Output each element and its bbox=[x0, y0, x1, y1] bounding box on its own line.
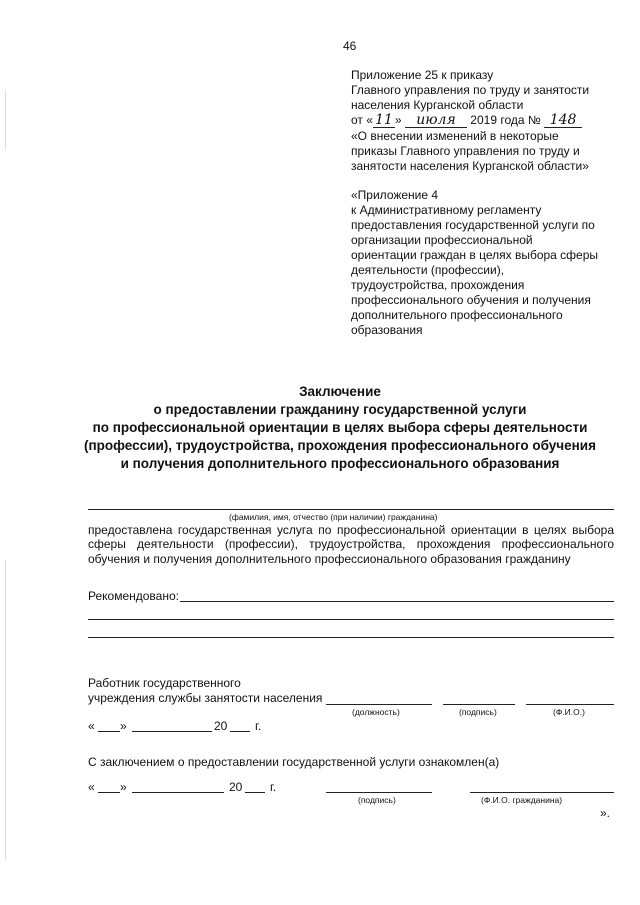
title-line: о предоставлении гражданину государственной услуги bbox=[153, 402, 527, 417]
recommended-label: Рекомендовано: bbox=[88, 589, 179, 603]
appendix-line: деятельности (профессии), bbox=[351, 263, 505, 277]
date-prefix: от « bbox=[351, 113, 373, 127]
date-month-field-line[interactable] bbox=[132, 731, 212, 732]
annex-date-line bbox=[351, 113, 582, 128]
handwritten-day: 11 bbox=[373, 113, 395, 128]
recommended-field-line[interactable] bbox=[180, 601, 614, 602]
scan-artifact bbox=[5, 560, 6, 860]
handwritten-number: 148 bbox=[544, 113, 582, 128]
annex-line: приказы Главного управления по труду и bbox=[351, 144, 580, 158]
paragraph-line: обучения и получения дополнительного профессионального образования гражданину bbox=[88, 552, 571, 566]
annex-line: Приложение 25 к приказу bbox=[351, 68, 494, 82]
scan-artifact bbox=[5, 90, 6, 150]
title-line: Заключение bbox=[299, 384, 381, 399]
annex-line: занятости населения Курганской области» bbox=[351, 159, 589, 173]
date-year-field-line[interactable] bbox=[245, 792, 265, 793]
fio-caption: (Ф.И.О.) bbox=[553, 707, 585, 717]
appendix-line: к Административному регламенту bbox=[351, 203, 542, 217]
acquainted-statement: С заключением о предоставлении государственной услуги ознакомлен(а) bbox=[88, 755, 500, 769]
date-close-quote: » bbox=[120, 780, 127, 794]
appendix-line: предоставления государственной услуги по bbox=[351, 218, 595, 232]
appendix-line: дополнительного профессионального bbox=[351, 308, 563, 322]
position-field-line[interactable] bbox=[326, 704, 432, 705]
appendix-line: организации профессиональной bbox=[351, 233, 533, 247]
date-mid: » bbox=[394, 113, 402, 127]
date-year-prefix: 20 bbox=[229, 780, 243, 794]
appendix-line: трудоустройства, прохождения bbox=[351, 278, 525, 292]
worker-label: учреждения службы занятости населения bbox=[88, 691, 323, 705]
date-year-suffix: г. bbox=[255, 719, 262, 733]
annex-line: Главного управления по труду и занятости bbox=[351, 83, 590, 97]
citizen-signature-field-line[interactable] bbox=[326, 792, 432, 793]
citizen-name-field-line[interactable] bbox=[88, 509, 614, 510]
signature-caption: (подпись) bbox=[459, 707, 497, 717]
fio-field-line[interactable] bbox=[526, 704, 614, 705]
appendix-line: профессионального обучения и получения bbox=[351, 293, 591, 307]
date-year-suffix: г. bbox=[270, 780, 277, 794]
signature-field-line[interactable] bbox=[443, 704, 515, 705]
worker-label: Работник государственного bbox=[88, 676, 241, 690]
date-open-quote: « bbox=[88, 719, 95, 733]
date-close-quote: » bbox=[120, 719, 127, 733]
closing-quote: ». bbox=[600, 806, 611, 820]
appendix-line: ориентации граждан в целях выбора сферы bbox=[351, 248, 599, 262]
title-line: (профессии), трудоустройства, прохождения профессионального обучения bbox=[84, 438, 596, 453]
annex-line: «О внесении изменений в некоторые bbox=[351, 129, 559, 143]
title-line: по профессиональной ориентации в целях выбора сферы деятельности bbox=[92, 420, 588, 435]
date-open-quote: « bbox=[88, 780, 95, 794]
handwritten-month: июля bbox=[405, 113, 467, 128]
citizen-name-caption: (фамилия, имя, отчество (при наличии) гражданина) bbox=[229, 512, 438, 522]
annex-line: населения Курганской области bbox=[351, 98, 524, 112]
page-number: 46 bbox=[343, 39, 357, 53]
recommended-field-line[interactable] bbox=[88, 619, 614, 620]
date-day-field-line[interactable] bbox=[98, 792, 120, 793]
position-caption: (должность) bbox=[352, 707, 400, 717]
date-year-prefix: 20 bbox=[214, 719, 228, 733]
appendix-line: «Приложение 4 bbox=[351, 188, 439, 202]
date-day-field-line[interactable] bbox=[98, 731, 120, 732]
title-line: и получения дополнительного профессионального образования bbox=[120, 456, 560, 471]
paragraph-line: сферы деятельности (профессии), трудоустройства, прохождения профессионального bbox=[88, 537, 614, 551]
citizen-signature-caption: (подпись) bbox=[358, 795, 396, 805]
citizen-fio-caption: (Ф.И.О. гражданина) bbox=[481, 795, 563, 805]
recommended-field-line[interactable] bbox=[88, 637, 614, 638]
citizen-fio-field-line[interactable] bbox=[470, 792, 614, 793]
date-month-field-line[interactable] bbox=[132, 792, 224, 793]
paragraph-line: предоставлена государственная услуга по профессиональной ориентации в целях выбора bbox=[88, 523, 614, 537]
date-year: 2019 года № bbox=[470, 113, 541, 127]
appendix-line: образования bbox=[351, 323, 423, 337]
date-year-field-line[interactable] bbox=[230, 731, 250, 732]
